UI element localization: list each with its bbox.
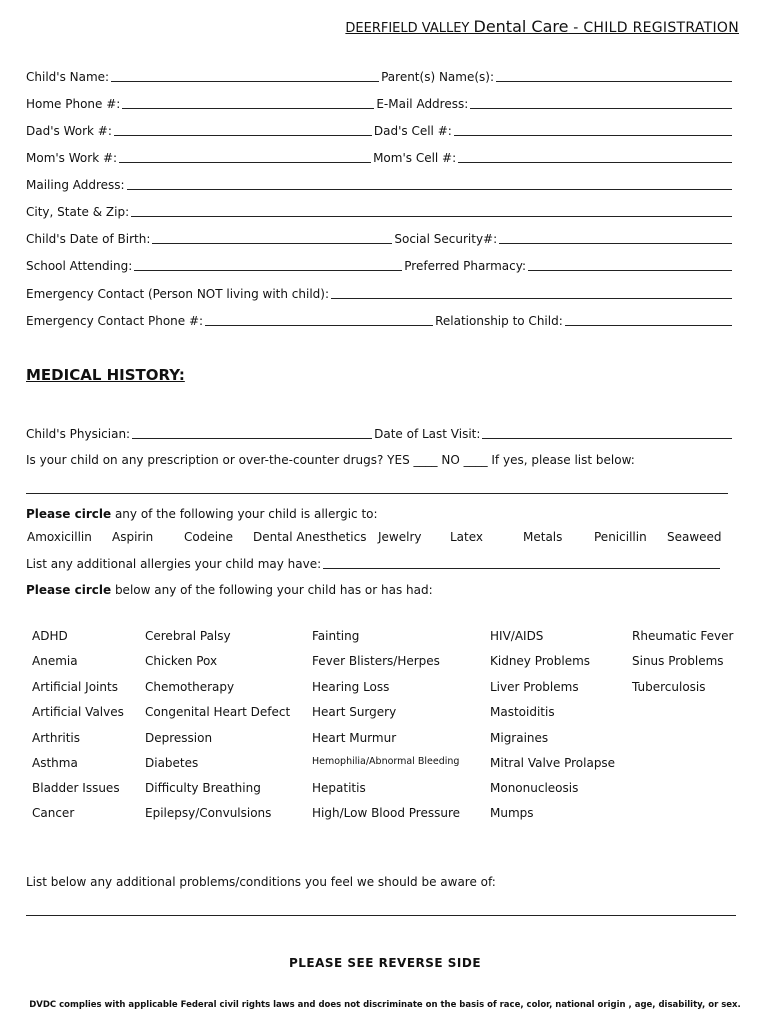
last-visit-label: Date of Last Visit:: [374, 427, 481, 441]
pharmacy-field[interactable]: [528, 258, 732, 271]
conditions-instruction-bold: Please circle: [26, 583, 112, 597]
additional-allergies-label: List any additional allergies your child may have:: [26, 557, 322, 571]
row-school-pharmacy: [26, 255, 734, 273]
allergy-instruction: [26, 507, 378, 521]
allergy-option[interactable]: Amoxicillin: [27, 530, 92, 544]
form-title: [345, 17, 739, 36]
condition-option[interactable]: Chicken Pox: [145, 654, 218, 668]
condition-option[interactable]: Bladder Issues: [32, 781, 120, 795]
city-state-zip-label: City, State & Zip:: [26, 205, 130, 219]
condition-option[interactable]: Mastoiditis: [490, 705, 555, 719]
condition-option[interactable]: Heart Murmur: [312, 731, 397, 745]
allergy-option[interactable]: Codeine: [184, 530, 234, 544]
dads-work-label: Dad's Work #:: [26, 124, 112, 138]
row-additional-allergies: [26, 553, 722, 571]
condition-option[interactable]: Difficulty Breathing: [145, 781, 261, 795]
row-emergency-phone: [26, 310, 734, 328]
school-field[interactable]: [134, 258, 402, 271]
condition-option[interactable]: Congenital Heart Defect: [145, 705, 291, 719]
childs-name-label: Child's Name:: [26, 70, 110, 84]
relationship-field[interactable]: [565, 313, 732, 326]
pharmacy-label: Preferred Pharmacy:: [404, 259, 526, 273]
parents-name-field[interactable]: [496, 69, 732, 82]
condition-option[interactable]: Mumps: [490, 806, 534, 820]
dads-cell-label: Dad's Cell #:: [373, 124, 452, 138]
moms-cell-label: Mom's Cell #:: [373, 151, 457, 165]
last-visit-field[interactable]: [482, 426, 732, 439]
drugs-list-field[interactable]: [26, 493, 728, 494]
condition-option[interactable]: Hemophilia/Abnormal Bleeding: [312, 756, 460, 767]
conditions-instruction-text: below any of the following your child has or has had:: [111, 583, 433, 597]
physician-field[interactable]: [132, 426, 372, 439]
drugs-question: Is your child on any prescription or over-the-counter drugs? YES ____ NO ____ If yes, please list below:: [26, 453, 635, 467]
physician-label: Child's Physician:: [26, 427, 131, 441]
allergy-option[interactable]: Dental Anesthetics: [253, 530, 367, 544]
condition-option[interactable]: Artificial Valves: [32, 705, 124, 719]
medical-history-heading: MEDICAL HISTORY:: [26, 366, 185, 384]
mailing-address-field[interactable]: [127, 177, 732, 190]
nondiscrimination-footer: DVDC complies with applicable Federal civil rights laws and does not discriminate on the basis of race, color, national origin , age, disability, or sex.: [29, 1000, 741, 1010]
condition-option[interactable]: Tuberculosis: [632, 680, 706, 694]
row-mailing: [26, 174, 734, 192]
condition-option[interactable]: Migraines: [490, 731, 549, 745]
dads-work-field[interactable]: [114, 123, 372, 136]
title-child-registration: - CHILD REGISTRATION: [568, 20, 739, 36]
school-label: School Attending:: [26, 259, 133, 273]
row-dob-ssn: [26, 228, 734, 246]
additional-allergies-field[interactable]: [323, 556, 720, 569]
emergency-phone-field[interactable]: [205, 313, 433, 326]
row-phone-email: [26, 93, 734, 111]
condition-option[interactable]: Fainting: [312, 629, 360, 643]
condition-option[interactable]: Hepatitis: [312, 781, 366, 795]
relationship-label: Relationship to Child:: [435, 314, 563, 328]
condition-option[interactable]: Sinus Problems: [632, 654, 724, 668]
ssn-field[interactable]: [499, 231, 732, 244]
city-state-zip-field[interactable]: [131, 204, 732, 217]
emergency-phone-label: Emergency Contact Phone #:: [26, 314, 204, 328]
emergency-contact-field[interactable]: [331, 286, 732, 299]
row-physician: [26, 423, 734, 441]
condition-option[interactable]: Fever Blisters/Herpes: [312, 654, 440, 668]
mailing-address-label: Mailing Address:: [26, 178, 125, 192]
email-label: E-Mail Address:: [376, 97, 469, 111]
allergy-instruction-bold: Please circle: [26, 507, 112, 521]
allergy-option[interactable]: Metals: [523, 530, 563, 544]
home-phone-field[interactable]: [122, 96, 374, 109]
condition-option[interactable]: Chemotherapy: [145, 680, 235, 694]
title-dental-care: Dental Care: [473, 17, 569, 36]
parents-name-label: Parent(s) Name(s):: [381, 70, 494, 84]
condition-option[interactable]: Asthma: [32, 756, 78, 770]
childs-name-field[interactable]: [111, 69, 379, 82]
condition-option[interactable]: Liver Problems: [490, 680, 579, 694]
condition-option[interactable]: Depression: [145, 731, 213, 745]
allergy-option[interactable]: Penicillin: [594, 530, 647, 544]
dads-cell-field[interactable]: [454, 123, 732, 136]
moms-work-label: Mom's Work #:: [26, 151, 118, 165]
condition-option[interactable]: Heart Surgery: [312, 705, 397, 719]
dob-field[interactable]: [152, 231, 392, 244]
condition-option[interactable]: Cerebral Palsy: [145, 629, 231, 643]
condition-option[interactable]: Anemia: [32, 654, 78, 668]
moms-work-field[interactable]: [119, 150, 371, 163]
condition-option[interactable]: Cancer: [32, 806, 75, 820]
condition-option[interactable]: Arthritis: [32, 731, 81, 745]
additional-conditions-label: List below any additional problems/conditions you feel we should be aware of:: [26, 875, 496, 889]
condition-option[interactable]: Mononucleosis: [490, 781, 579, 795]
allergy-instruction-text: any of the following your child is allergic to:: [111, 507, 378, 521]
condition-option[interactable]: High/Low Blood Pressure: [312, 806, 460, 820]
dob-label: Child's Date of Birth:: [26, 232, 151, 246]
condition-option[interactable]: ADHD: [32, 629, 68, 643]
moms-cell-field[interactable]: [458, 150, 732, 163]
row-mom: [26, 147, 734, 165]
ssn-label: Social Security#:: [394, 232, 498, 246]
allergy-option[interactable]: Jewelry: [378, 530, 422, 544]
condition-option[interactable]: Diabetes: [145, 756, 199, 770]
condition-option[interactable]: Artificial Joints: [32, 680, 118, 694]
allergy-option[interactable]: Seaweed: [667, 530, 722, 544]
condition-option[interactable]: Kidney Problems: [490, 654, 591, 668]
row-dad: [26, 120, 734, 138]
condition-option[interactable]: Hearing Loss: [312, 680, 390, 694]
emergency-contact-label: Emergency Contact (Person NOT living with child):: [26, 287, 330, 301]
row-child-parent: [26, 66, 734, 84]
title-clinic: DEERFIELD VALLEY: [345, 21, 474, 36]
allergy-option[interactable]: Latex: [450, 530, 484, 544]
allergy-option[interactable]: Aspirin: [112, 530, 154, 544]
conditions-instruction: [26, 583, 433, 597]
email-field[interactable]: [470, 96, 732, 109]
condition-option[interactable]: Rheumatic Fever: [632, 629, 734, 643]
condition-option[interactable]: Epilepsy/Convulsions: [145, 806, 272, 820]
please-see-reverse: PLEASE SEE REVERSE SIDE: [288, 956, 482, 970]
condition-option[interactable]: Mitral Valve Prolapse: [490, 756, 616, 770]
row-city: [26, 201, 734, 219]
home-phone-label: Home Phone #:: [26, 97, 121, 111]
additional-conditions-field[interactable]: [26, 915, 736, 916]
condition-option[interactable]: HIV/AIDS: [490, 629, 544, 643]
row-emergency: [26, 283, 734, 301]
